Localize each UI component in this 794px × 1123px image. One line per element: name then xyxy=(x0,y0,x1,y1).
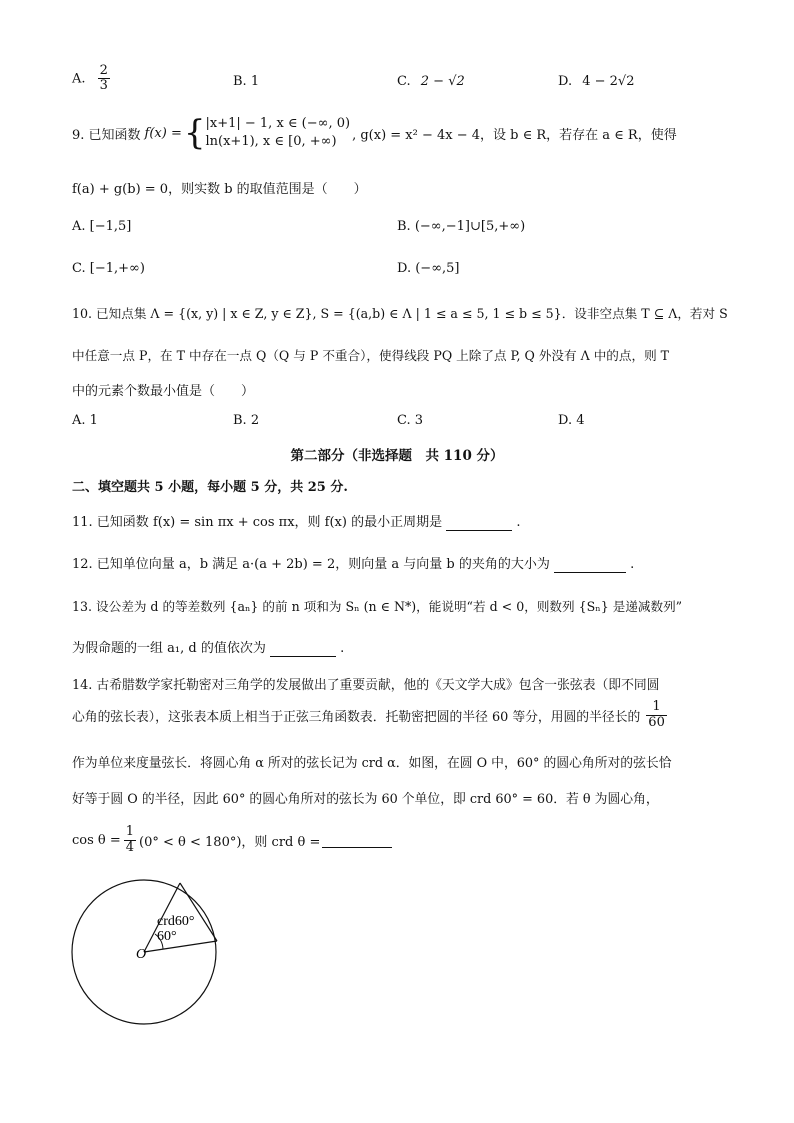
left-brace-icon: { xyxy=(183,113,206,153)
fraction xyxy=(646,700,667,730)
q10-line2: 中任意一点 P，在 T 中存在一点 Q（Q 与 P 不重合），使得线段 PQ 上除了点 P, Q 外没有 Λ 中的点，则 T xyxy=(72,348,670,363)
q14-line3: 作为单位来度量弦长．将圆心角 α 所对的弦长记为 crd α．如图，在圆 O 中，60° 的圆心角所对的弦长恰 xyxy=(72,756,672,771)
q9-option-c: C. [−1,+∞) xyxy=(72,261,145,276)
q9-option-a: A. [−1,5] xyxy=(72,219,132,234)
fraction-denominator: 60 xyxy=(648,714,665,730)
radius-line-right xyxy=(144,941,217,952)
option-value: 2 − √2 xyxy=(420,74,465,89)
answer-blank xyxy=(270,641,336,657)
q10-line1: 10. 已知点集 Λ = {(x, y) | x ∈ Z, y ∈ Z}, S = {(a,b) ∈ Λ | 1 ≤ a ≤ 5, 1 ≤ b ≤ 5}．设非空点集 T ⊆ Λ，若对 S xyxy=(72,306,728,321)
fraction-denominator: 4 xyxy=(125,839,135,855)
q12-text: 12. 已知单位向量 a，b 满足 a·(a + 2b) = 2，则向量 a 与向量 b 的夹角的大小为 xyxy=(72,557,550,572)
angle-label: 60° xyxy=(157,929,177,944)
q14-line1: 14. 古希腊数学家托勒密对三角学的发展做出了重要贡献，他的《天文学大成》包含一张弦表（即不同圆 xyxy=(72,678,660,693)
q9-option-d: D. (−∞,5] xyxy=(397,261,460,276)
q9-stem-line2: f(a) + g(b) = 0，则实数 b 的取值范围是（ ） xyxy=(72,182,367,197)
q9-prefix: 9. 已知函数 xyxy=(72,127,141,143)
q8-option-b: B. 1 xyxy=(233,74,260,89)
q10-option-c: C. 3 xyxy=(397,413,424,428)
answer-blank xyxy=(322,832,392,848)
part2-title: 第二部分（非选择题 共 110 分） xyxy=(290,448,504,464)
q10-option-b: B. 2 xyxy=(233,413,260,428)
q13-line1: 13. 设公差为 d 的等差数列 {aₙ} 的前 n 项和为 Sₙ (n ∈ N*)，能说明“若 d < 0，则数列 {Sₙ} 是递减数列” xyxy=(72,599,683,614)
q8-option-a xyxy=(72,64,110,94)
q8-option-d xyxy=(558,74,635,89)
fraction xyxy=(98,64,110,94)
option-label: A. xyxy=(72,71,86,87)
q10-option-d: D. 4 xyxy=(558,413,585,428)
q14-line4: 好等于圆 O 的半径，因此 60° 的圆心角所对的弦长为 60 个单位，即 crd 60° = 60．若 θ 为圆心角， xyxy=(72,792,659,807)
q12-end: . xyxy=(630,557,635,572)
q9-option-b: B. (−∞,−1]∪[5,+∞) xyxy=(397,219,526,234)
circle-figure xyxy=(60,865,280,1045)
case-2: ln(x+1), x ∈ [0, +∞) xyxy=(205,134,337,149)
chord-line xyxy=(180,883,217,941)
q13-line2 xyxy=(72,637,344,657)
fraction-denominator: 3 xyxy=(99,78,108,94)
fraction-numerator: 1 xyxy=(646,700,667,715)
q9-mid: , g(x) = x² − 4x − 4，设 b ∈ R，若存在 a ∈ R，使得 xyxy=(352,127,677,143)
q14-line2-text: 心角的弦长表），这张表本质上相当于正弦三角函数表．托勒密把圆的半径 60 等分，用圆的半径长的 xyxy=(72,709,641,725)
answer-blank xyxy=(554,557,626,573)
q13-end: . xyxy=(340,641,345,656)
cos-condition: (0° < θ < 180°)，则 crd θ = xyxy=(139,834,321,850)
piecewise-cases xyxy=(206,115,351,151)
option-label: D. xyxy=(558,74,573,89)
q14-line5 xyxy=(72,818,392,862)
crd-label: crd60° xyxy=(157,914,195,929)
fraction xyxy=(124,825,136,855)
cos-prefix: cos θ = xyxy=(72,832,121,848)
q14-line2 xyxy=(72,694,667,736)
option-value: 4 − 2√2 xyxy=(582,74,635,89)
option-label: C. xyxy=(397,74,411,89)
fraction-numerator: 1 xyxy=(125,824,135,840)
q12 xyxy=(72,553,634,573)
q11-end: . xyxy=(516,515,521,530)
section-heading: 二、填空题共 5 小题，每小题 5 分，共 25 分. xyxy=(72,480,348,495)
fraction-numerator: 2 xyxy=(99,63,108,78)
q13-text: 为假命题的一组 a₁, d 的值依次为 xyxy=(72,641,266,656)
q10-line3: 中的元素个数最小值是（ ） xyxy=(72,384,255,399)
q11 xyxy=(72,511,521,531)
q9-fx: f(x) = xyxy=(144,125,182,141)
q8-option-c xyxy=(397,74,465,89)
origin-label: O xyxy=(136,947,147,962)
q10-option-a: A. 1 xyxy=(72,413,98,428)
q9-stem-line1 xyxy=(72,113,677,153)
q11-text: 11. 已知函数 f(x) = sin πx + cos πx，则 f(x) 的最小正周期是 xyxy=(72,515,443,530)
answer-blank xyxy=(446,515,512,531)
case-1: |x+1| − 1, x ∈ (−∞, 0) xyxy=(205,116,351,131)
